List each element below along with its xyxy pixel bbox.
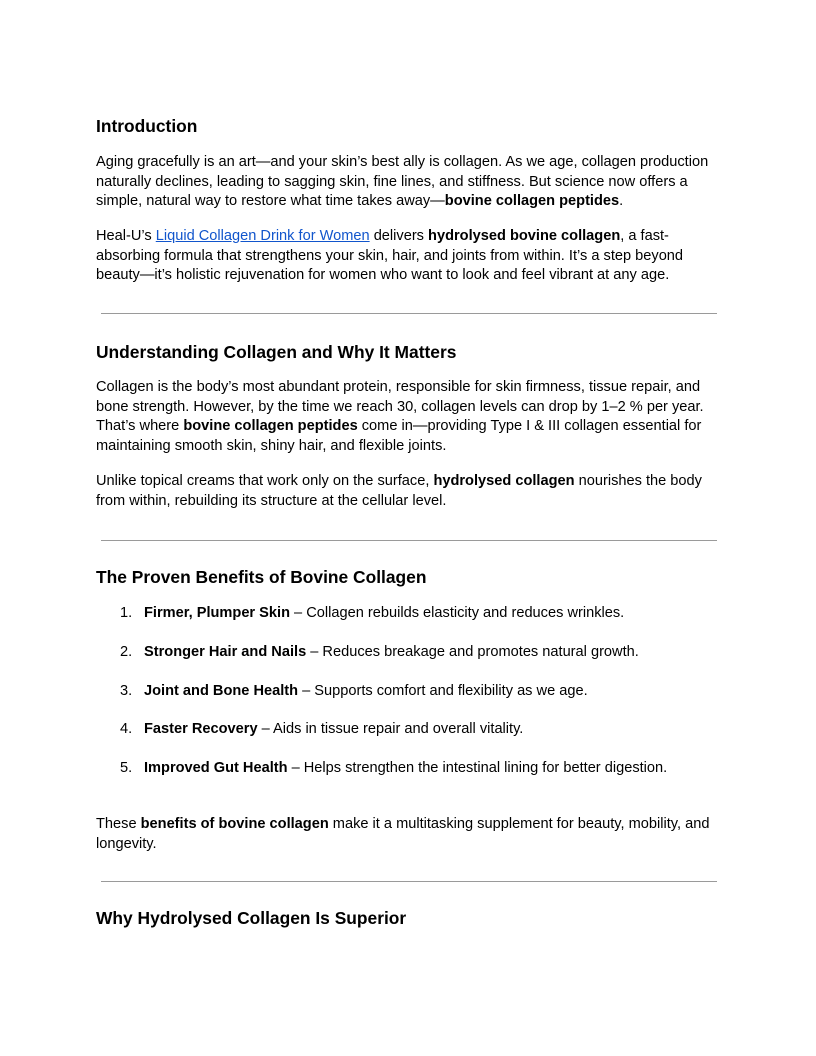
text: Aging gracefully is an art—and your skin’s best ally is collagen. As we age, collagen production naturally declines, leading to sagging skin, fine lines, and stiffness. But science now offers a simple, natural way to restore what time takes away— <box>96 154 709 209</box>
benefits-summary-paragraph <box>96 815 720 854</box>
divider <box>101 881 717 882</box>
text: . <box>619 193 624 209</box>
list-item-title: Firmer, Plumper Skin <box>144 605 290 621</box>
list-number: 1. <box>120 605 133 621</box>
bold-text: bovine collagen peptides <box>183 418 358 434</box>
text: Unlike topical creams that work only on the surface, <box>96 473 434 489</box>
list-item-title: Joint and Bone Health <box>144 682 299 699</box>
text: These <box>96 816 141 832</box>
list-item <box>96 604 716 623</box>
list-item-desc: – Collagen rebuilds elasticity and reduces wrinkles. <box>290 605 625 621</box>
product-link[interactable]: Liquid Collagen Drink for Women <box>155 228 370 244</box>
list-item-desc: – Supports comfort and flexibility as we age. <box>298 682 588 699</box>
text: , a fast-absorbing formula that strengthens your skin, hair, and joints from within. It’s a step beyond beauty—it’s holistic rejuvenation for women who want to look and feel vibrant at any age. <box>96 228 684 283</box>
bold-text: hydrolysed bovine collagen <box>428 228 621 244</box>
list-item <box>96 643 716 662</box>
benefits-list <box>96 604 716 798</box>
list-item-title: Faster Recovery <box>144 721 258 738</box>
list-number: 2. <box>120 643 133 660</box>
list-item <box>96 759 716 778</box>
list-item-desc: – Aids in tissue repair and overall vitality. <box>257 721 524 738</box>
text: come in—providing Type I & III collagen essential for maintaining smooth skin, shiny hair, and flexible joints. <box>96 418 702 454</box>
heading-introduction: Introduction <box>96 116 198 136</box>
list-item-desc: – Reduces breakage and promotes natural growth. <box>306 643 639 660</box>
bold-text: bovine collagen peptides <box>444 193 620 209</box>
list-item-desc: – Helps strengthen the intestinal lining for better digestion. <box>287 760 668 777</box>
list-number: 3. <box>120 682 133 699</box>
list-item-title: Improved Gut Health <box>144 760 288 777</box>
divider <box>101 313 717 314</box>
list-number: 4. <box>120 721 133 738</box>
heading-benefits: The Proven Benefits of Bovine Collagen <box>96 567 427 587</box>
text: Heal-U’s <box>96 228 156 244</box>
list-item-title: Stronger Hair and Nails <box>144 643 307 660</box>
intro-paragraph-2 <box>96 227 720 286</box>
understanding-paragraph-1 <box>96 378 720 456</box>
list-item <box>96 682 716 701</box>
understanding-paragraph-2 <box>96 472 720 511</box>
list-item <box>96 720 716 739</box>
text: Collagen is the body’s most abundant protein, responsible for skin firmness, tissue repair, and bone strength. However, by the time we reach 30, collagen levels can drop by 1–2 % per year. That’s where <box>96 379 704 434</box>
text: delivers <box>369 228 429 244</box>
bold-text: hydrolysed collagen <box>433 473 575 489</box>
bold-text: benefits of bovine collagen <box>140 816 329 832</box>
intro-paragraph-1 <box>96 153 720 212</box>
heading-why-hydrolysed: Why Hydrolysed Collagen Is Superior <box>96 908 407 928</box>
text: nourishes the body from within, rebuilding its structure at the cellular level. <box>96 473 702 509</box>
list-number: 5. <box>120 760 133 777</box>
heading-understanding-collagen: Understanding Collagen and Why It Matters <box>96 342 457 362</box>
text: make it a multitasking supplement for beauty, mobility, and longevity. <box>96 816 710 852</box>
divider <box>101 540 717 541</box>
